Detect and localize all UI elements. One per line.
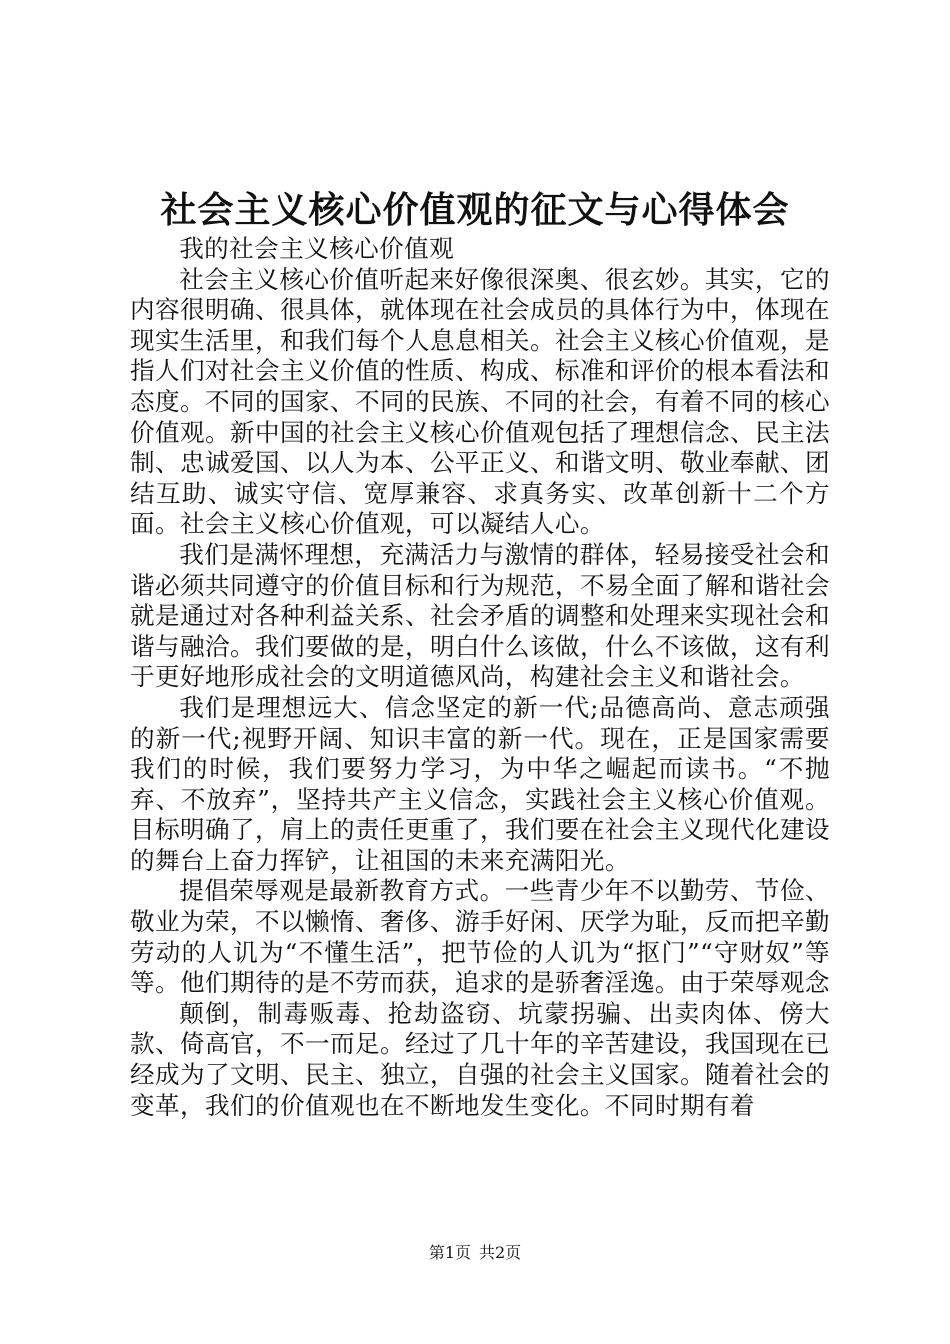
page-title: 社会主义核心价值观的征文与心得体会 — [160, 189, 790, 231]
body-paragraph: 提倡荣辱观是最新教育方式。一些青少年不以勤劳、节俭、敬业为荣，不以懒惰、奢侈、游手好闲、厌学为耻，反而把辛勤劳动的人讥为“不懂生活”，把节俭的人讥为“抠门”“守财奴”等等。他们期待的是不劳而获，追求的是骄奢淫逸。由于荣辱观念 — [130, 876, 830, 998]
subtitle-paragraph: 我的社会主义核心价值观 — [179, 234, 455, 263]
page-number: 第1页 — [428, 1243, 471, 1262]
body-paragraph: 颠倒，制毒贩毒、抢劫盗窃、坑蒙拐骗、出卖肉体、傍大款、倚高官，不一而足。经过了几十年的辛苦建设，我国现在已经成为了文明、民主、独立，自强的社会主义国家。随着社会的变革，我们的价值观也在不断地发生变化。不同时期有着 — [130, 998, 830, 1120]
body-paragraph: 我们是满怀理想，充满活力与激情的群体，轻易接受社会和谐必须共同遵守的价值目标和行为规范，不易全面了解和谐社会就是通过对各种利益关系、社会矛盾的调整和处理来实现社会和谐与融洽。我们要做的是，明白什么该做，什么不该做，这有利于更好地形成社会的文明道德风尚，构建社会主义和谐社会。 — [130, 539, 830, 692]
body-paragraph: 社会主义核心价值听起来好像很深奥、很玄妙。其实，它的内容很明确、很具体，就体现在社会成员的具体行为中，体现在现实生活里，和我们每个人息息相关。社会主义核心价值观，是指人们对社会主义价值的性质、构成、标准和评价的根本看法和态度。不同的国家、不同的民族、不同的社会，有着不同的核心价值观。新中国的社会主义核心价值观包括了理想信念、民主法制、忠诚爱国、以人为本、公平正义、和谐文明、敬业奉献、团结互助、诚实守信、宽厚兼容、求真务实、改革创新十二个方面。社会主义核心价值观，可以凝结人心。 — [130, 264, 830, 539]
page-footer — [0, 1242, 950, 1264]
document-body — [130, 234, 830, 1121]
body-paragraph: 我们是理想远大、信念坚定的新一代;品德高尚、意志顽强的新一代;视野开阔、知识丰富的新一代。现在，正是国家需要我们的时候，我们要努力学习，为中华之崛起而读书。“不抛弃、不放弃”，坚持共产主义信念，实践社会主义核心价值观。目标明确了，肩上的责任更重了，我们要在社会主义现代化建设的舞台上奋力挥铲，让祖国的未来充满阳光。 — [130, 692, 830, 875]
page-count: 共2页 — [479, 1243, 522, 1262]
